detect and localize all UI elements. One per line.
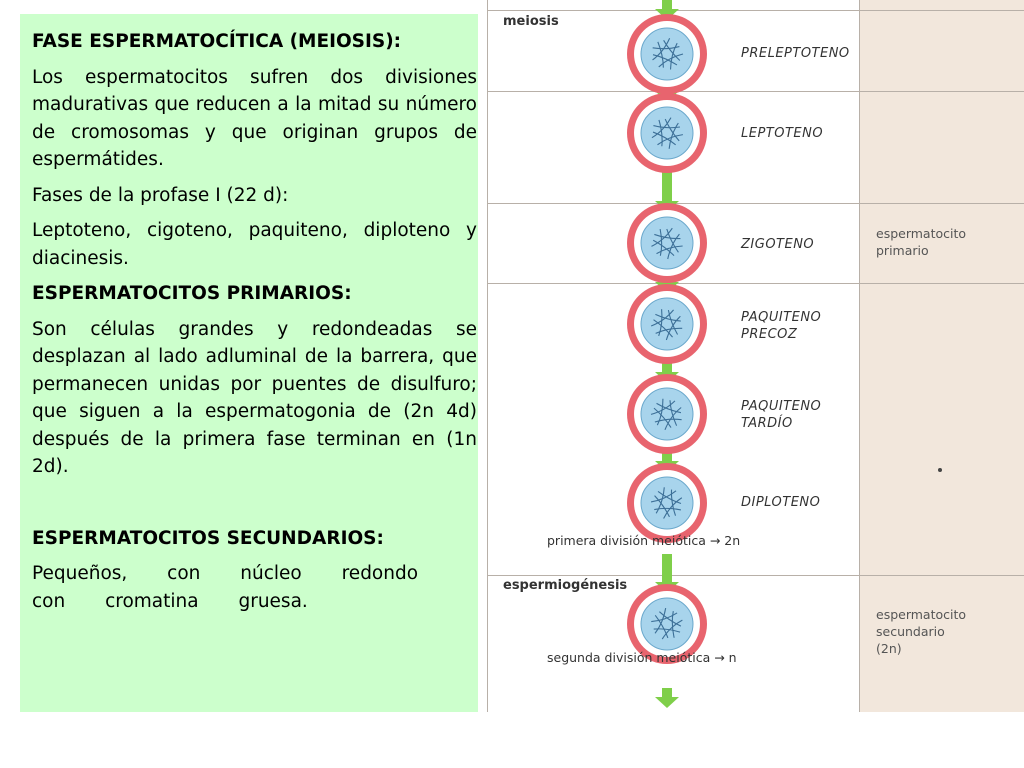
division-label-second: segunda división meiótica → n (547, 650, 737, 665)
cell-label-primary: espermatocito primario (876, 226, 967, 258)
cell-diploteno (627, 463, 707, 543)
cell-preleptoteno (627, 14, 707, 94)
cell-paquiteno-precoz (627, 284, 707, 364)
cell-label-secondary: espermatocito secundario (2n) (876, 607, 967, 656)
paragraph-meiosis: Los espermatocitos sufren dos divisiones madurativas que reducen a la mitad su número de cromosomas y que originan grupos de espermátides. (32, 66, 477, 170)
section-label-meiosis: meiosis (503, 14, 559, 29)
section-label-espermiogenesis: espermiogénesis (503, 578, 628, 593)
paragraph-primarios: Son células grandes y redondeadas se desplazan al lado adluminal de la barrera, que permanecen unidas por puentes de disulfuro; que siguen a la espermatogonia de (2n 4d) después de la primera fase terminan en (1n 2d). (32, 318, 477, 477)
stray-dot (938, 468, 942, 472)
paragraph-phases: Leptoteno, cigoteno, paquiteno, diploteno y diacinesis. (32, 220, 477, 269)
stage-label-paquiteno-tardio: PAQUITENO TARDÍO (741, 399, 822, 431)
paragraph-profase: Fases de la profase I (22 d): (32, 184, 289, 206)
cell-zigoteno (627, 203, 707, 283)
stage-label-zigoteno: ZIGOTENO (741, 237, 815, 252)
text-panel (20, 14, 478, 712)
stage-label-paquiteno-precoz: PAQUITENO PRECOZ (741, 310, 822, 342)
heading-meiosis: FASE ESPERMATOCÍTICA (MEIOSIS): (32, 31, 402, 52)
division-label-first: primera división meiótica → 2n (547, 533, 741, 548)
cell-paquiteno-tardio (627, 374, 707, 454)
heading-primarios: ESPERMATOCITOS PRIMARIOS: (32, 283, 352, 304)
stage-label-diploteno: DIPLOTENO (741, 495, 821, 510)
heading-secundarios: ESPERMATOCITOS SECUNDARIOS: (32, 527, 384, 549)
stage-label-leptoteno: LEPTOTENO (741, 126, 824, 141)
paragraph-secundarios: Pequeños, con núcleo redondo con cromatina gruesa. (32, 563, 419, 612)
cell-leptoteno (627, 93, 707, 173)
meiosis-figure (483, 0, 1024, 712)
arrow-7 (655, 688, 679, 708)
stage-label-preleptoteno: PRELEPTOTENO (741, 46, 850, 61)
